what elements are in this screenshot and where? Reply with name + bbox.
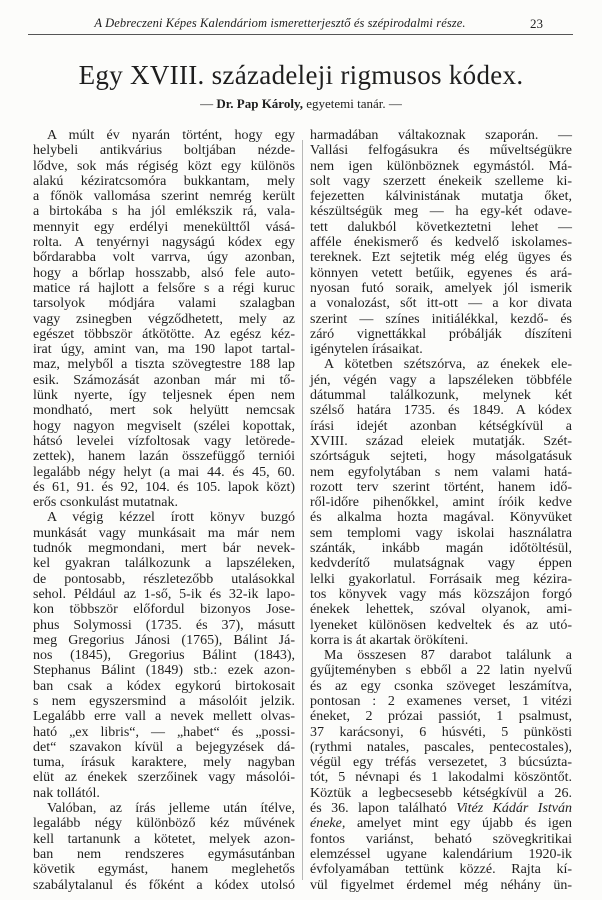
text-line: XVIII. század eleiek mutatják. Szét- [310, 433, 572, 449]
column-divider [302, 140, 303, 880]
page-number: 23 [530, 16, 543, 31]
header-rule [28, 34, 573, 35]
text-line: lődve, sok más régiség közt egy különös [33, 158, 295, 174]
text-line: tereknek. Ezt sejtetik még elég ügyes és [310, 250, 572, 266]
text-line: phus Solymossi (1735. és 37), másutt [33, 617, 295, 633]
article-title: Egy XVIII. századeleji rigmusos kódex. [78, 60, 524, 90]
text-line: és az egy csonka szöveget leszámítva, [310, 678, 572, 694]
text-line: lelki gyakorlatul. Forrásaik meg kézira- [310, 571, 572, 587]
text-line: követik egymást, hanem meglehetős [33, 862, 295, 878]
text-line: maz, melyből a tiszta szövegtestre 188 lap [33, 357, 295, 373]
author-name: Dr. Pap Károly, [216, 96, 303, 111]
text-line: évfolyamában tettünk közzé. Rajta kí- [310, 862, 572, 878]
text-line [310, 816, 572, 831]
text-line: Vallási felfogásukra és műveltségükre [310, 143, 572, 159]
text-line: Stephanus Bálint (1849) stb.: ezek azon- [33, 663, 295, 679]
text-line: munkását vagy munkásait ma már nem [33, 525, 295, 541]
text-line: irat úgy, amint van, ma 190 lapot tartal- [33, 342, 295, 358]
text-line: igénytelen írásaikat. [310, 342, 423, 358]
text-line: könnyen vetett betűik, egyenes és ará- [310, 265, 572, 281]
byline-dash: — [200, 96, 217, 111]
text-line: meg Gregorius Jánosi (1765), Bálint Já- [33, 632, 295, 648]
text-segment: amelyet mint egy újabb és igen [345, 816, 572, 832]
text-line: záró vignettákkal próbálják díszíteni [310, 326, 572, 342]
text-line: tót, 5 névnapi és 1 lakodalmi köszöntőt. [310, 770, 572, 786]
text-line [310, 801, 572, 816]
author-role: egyetemi tanár. — [303, 96, 402, 111]
text-line: bőrdarabba volt varrva, úgy azonban, [33, 250, 295, 266]
text-line: rolta. A tenyérnyi nagyságú kódex egy [33, 235, 295, 251]
italic-title: éneke, [310, 816, 346, 832]
text-line: szabálytalanul és főként a kódex utolsó [33, 877, 295, 893]
text-line: nem igen különböznek egymástól. Má- [310, 158, 572, 174]
text-line: írási idejét azonban kétségkívül a [310, 418, 572, 434]
text-line: det“ szavakon kívül a bejegyzések dá- [33, 739, 295, 755]
text-line: elemzéssel ugyane kalendárium 1920-ik [310, 846, 572, 862]
text-line: solt vagy szerzett énekeik szelleme ki- [310, 173, 572, 189]
text-line: hátsó levelei vízfoltosak vagy letörede- [33, 433, 295, 449]
text-line: lünk nyerte, így teljesnek épen nem [33, 388, 295, 404]
text-line: de pontosabb, részletezőbb utalásokkal [33, 571, 295, 587]
text-line: szerint — színes initiálékkal, kezdő- és [310, 311, 572, 327]
italic-title: Vitéz Kádár István [456, 801, 572, 817]
text-line: kedvderítő mulatságnak vagy éppen [310, 556, 572, 572]
text-line: fontos variánst, beható szövegkritikai [310, 831, 572, 847]
text-line: a főnök vallomása szerint nemrég került [33, 189, 295, 205]
running-header: A Debreczeni Képes Kalendáriom ismeretterjesztő és szépirodalmi része. [94, 16, 466, 30]
text-line: mennyit egy erdélyi menekülttől vásá- [33, 219, 295, 235]
text-line: harmadában váltakoznak szaporán. — [310, 128, 572, 143]
text-line: ban nem rendszeres egymásutánban [33, 846, 295, 862]
text-line: legalább négy különböző kéz művének [33, 816, 295, 832]
text-line: A végig kézzel írott könyv buzgó [47, 510, 295, 526]
right-column [310, 128, 572, 893]
text-line: sem templomi vagy iskolai használatra [310, 525, 572, 541]
text-line: zettek), hanem lazán összefüggő terniói [33, 449, 295, 465]
text-line: a birtokába s ha jól emlékszik rá, vala- [33, 204, 295, 220]
text-line: Valóban, az írás jelleme után ítélve, [47, 801, 295, 817]
text-line: és alkalma hozta magával. Könyvüket [310, 510, 572, 526]
text-line: helybeli antikvárius boltjában nézde- [33, 143, 295, 159]
text-line: tett dalukból következtetni lehet — [310, 219, 572, 235]
text-line: hogy a bőrlap hosszabb, alsó fele auto- [33, 265, 295, 281]
text-line: szélső határa 1735. és 1849. A kódex [310, 403, 572, 419]
text-line: ban csak a kódex egykorú birtokosait [33, 678, 295, 694]
text-line: vagy zsinegben végződhetett, mely az [33, 311, 295, 327]
text-line: szórtságuk sejteti, hogy másolgatásuk [310, 449, 572, 465]
text-line: kel gyakran találkozunk a lapszéleken, [33, 556, 295, 572]
text-line: A kötetben szétszórva, az énekek ele- [324, 357, 572, 373]
text-line: nem egyfolytában s nem valami hatá- [310, 464, 572, 480]
text-line: nos (1845), Gregorius Bálint (1843), [33, 648, 295, 664]
text-line: mondható, mert sok helyütt nemcsak [33, 403, 295, 419]
text-line: esik. Számozását azonban már mi tő- [33, 372, 295, 388]
text-segment: és 36. lapon található [310, 801, 457, 817]
text-line: kon többször előfordul bizonyos Jose- [33, 602, 295, 618]
text-line: szánták, inkább magán időtöltésül, [310, 541, 572, 557]
text-line: Köztük a legbecsesebb kétségkívül a 26. [310, 785, 572, 801]
text-line: matice rá hajlott a felsőre s a régi kuruc [33, 280, 295, 296]
text-line: Ma összesen 87 darabot találunk a [324, 648, 572, 664]
text-line: korra is át akartak örökíteni. [310, 632, 469, 648]
text-line: (rythmi natales, pascales, pentecostales), [310, 739, 572, 755]
text-line: s nem egyszersmind a másolóit jelzik. [33, 693, 295, 709]
text-line: tarsolyok módjára valami szalagban [33, 296, 295, 312]
text-line: készültségük meg — ha egy-két odave- [310, 204, 572, 220]
text-line: lyeneket különösen kedveltek és az utó- [310, 617, 572, 633]
text-line: dátummal találkozunk, melynek két [310, 388, 572, 404]
text-line: tudnók megmondani, mert bár nevek- [33, 541, 295, 557]
text-line: és 61, 91. és 92, 104. és 105. lapok közt) [33, 479, 295, 495]
text-line: alakú kéziratcsomóra bukkantam, mely [33, 173, 295, 189]
text-line: erős csonkulást mutatnak. [33, 495, 179, 511]
text-line: ható „ex libris“, — „habet“ és „possi- [33, 724, 295, 740]
text-line: egészet többször átkötötte. Az egész kéz- [33, 326, 295, 342]
text-line: ről-időre pihenőkkel, amint íróik kedve [310, 495, 572, 511]
text-line: tos könyvek vagy más közszájon forgó [310, 586, 572, 602]
text-line: hogy nagyon megviselt (szélei kopottak, [33, 418, 295, 434]
left-column [33, 128, 295, 893]
text-line: rozott terv szerint történt, hanem idő- [310, 479, 572, 495]
text-line: a vonalozást, sőt itt-ott — a kor divata [310, 296, 572, 312]
text-line: 37 karácsonyi, 6 húsvéti, 5 pünkösti [310, 724, 572, 740]
text-line: gyűjteményben s ebből a 22 latin nyelvű [310, 663, 572, 679]
text-line: kell tartanunk a kötetet, melyek azon- [33, 831, 295, 847]
article-byline [0, 96, 602, 112]
text-line: A múlt év nyarán történt, hogy egy [47, 128, 295, 143]
text-line: tuma, írásuk karaktere, mely nagyban [33, 755, 295, 771]
text-line: legalább négy helyt (a mai 44. és 45, 60. [33, 464, 295, 480]
text-line: elüt az énekek szerzőinek vagy másolói- [33, 770, 295, 786]
text-line: énekek lehettek, szóval olyanok, ami- [310, 602, 572, 618]
text-line: pontosan : 2 examenes verset, 1 vitézi [310, 693, 572, 709]
text-line: nyosan futó soraik, amelyek jól ismerik [310, 280, 572, 296]
text-line: fejezetten kálvinistának mutatja őket, [310, 189, 572, 205]
text-line: éneket, 2 prózai passiót, 1 psalmust, [310, 709, 572, 725]
text-line: végül egy tréfás versezetet, 3 búcsúzta- [310, 755, 572, 771]
text-line: nak tollától. [33, 785, 100, 801]
text-line: vül figyelmet érdemel még néhány ün- [310, 877, 572, 893]
text-line: Legalább erre vall a nevek mellett olvas- [33, 709, 295, 725]
text-line: jén, végén vagy a lapszéleken többféle [310, 372, 572, 388]
text-line: sehol. Például az 1-ső, 5-ik és 32-ik lapo- [33, 586, 295, 602]
text-line: afféle énekismerő és kedvelő iskolames- [310, 235, 572, 251]
